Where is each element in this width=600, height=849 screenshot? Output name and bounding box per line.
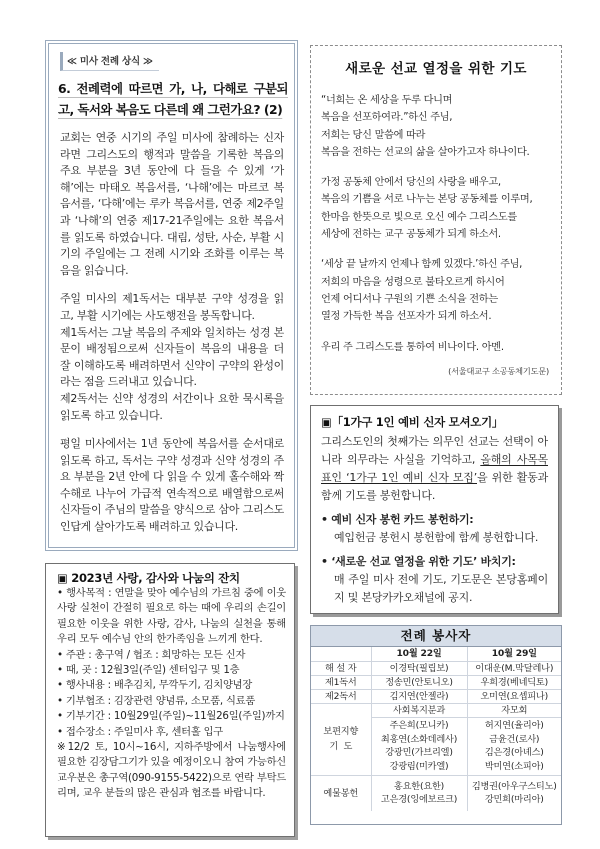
prayer-stanza-3	[321, 256, 561, 325]
answer-text: 제1독서는 그날 복음의 주제와 일치하는 성경 본문이 배정됨으로써 신자들이 복음의 내용을 더 잘 이해하도록 배려하면서 신약이 구약의 완성이라는 점을 드러내고 있습니다.	[60, 325, 284, 389]
prayer-line: 저희는 당신 말씀에 따라	[321, 129, 426, 141]
campaign-title: ▣「1가구 1인 예비 신자 모셔오기」	[321, 415, 504, 429]
server-name: 정송민(안토니오)	[371, 675, 467, 689]
server-name: 강광민(가브리엘)	[385, 747, 453, 758]
server-name: 김은경(아녜스)	[484, 747, 544, 758]
prayer-text	[311, 92, 561, 356]
server-name: 이경탁(필립보)	[371, 661, 467, 675]
server-name: 허지연(율리아)	[484, 720, 544, 731]
role-label: 제1독서	[311, 675, 371, 689]
server-name: 이대운(M.막달레나)	[467, 661, 561, 675]
role-label-line: 보편지향	[323, 726, 359, 737]
server-names	[467, 717, 561, 775]
prayer-line: 저희의 마음을 성령으로 불타오르게 하시어	[321, 276, 505, 288]
server-name: 김지연(안젤라)	[371, 689, 467, 703]
campaign-item-text: 매 주일 미사 전에 기도, 기도문은 본당홈페이지 및 본당카카오채널에 공지.	[334, 573, 548, 604]
prayer-line: 열정 가득한 복음 선포자가 되게 하소서.	[321, 311, 492, 323]
group-name: 자모회	[467, 703, 561, 717]
table-row	[311, 689, 561, 703]
server-name: 김병권(아우구스티노)	[471, 780, 557, 792]
answer-text: 평일 미사에서는 1년 동안에 복음서를 순서대로 읽도록 하고, 독서는 구약 성경과 신약 성경의 주요 부분을 2년 안에 다 읽을 수 있게 홀수해와 짝수해로 나누어 가급적 연속적으로 배열함으로써 신자들이 주님의 말씀을 양식으로 삼아 그리스도인답게 살아가도록 배려하고 있습니다.	[60, 437, 284, 534]
prayer-stanza-4	[321, 339, 561, 356]
server-name: 주은희(모니카)	[389, 720, 449, 731]
server-names	[467, 775, 561, 811]
server-name: 박미연(소피아)	[484, 760, 544, 772]
server-name: 오미연(요셉피나)	[467, 689, 561, 703]
catechumen-campaign-box	[310, 405, 559, 614]
prayer-line: “너희는 온 세상을 두루 다니며	[321, 95, 453, 106]
festival-details	[57, 586, 286, 802]
server-name: 금윤건(로사)	[489, 733, 540, 745]
prayer-line: 복음을 전하는 선교의 삶을 살아가고자 하나이다.	[321, 146, 530, 158]
festival-item-content: • 행사내용 : 배추김치, 무깍두기, 김치양념장	[57, 679, 253, 692]
prayer-line: 복음을 선포하여라.”하신 주님,	[321, 112, 453, 124]
role-label-intercession	[311, 703, 371, 775]
campaign-item-text: 예입헌금 봉헌시 봉헌함에 함께 봉헌합니다.	[334, 531, 539, 544]
server-name: 고은경(잉에보르크)	[380, 794, 458, 806]
table-row	[311, 661, 561, 675]
festival-note: ※12/2 토, 10시~16시, 지하주방에서 나눔행사에 필요한 김장담그기가 있을 예정이오니 참여 가능하신 교우분은 총구역(090-9155-5422)으로 연락 부탁드리며, 교우 분들의 많은 관심과 협조를 바랍니다.	[57, 741, 286, 800]
role-label: 해 설 자	[311, 661, 371, 675]
prayer-line: 우리 주 그리스도를 통하여 비나이다. 아멘.	[321, 341, 504, 353]
sharing-festival-box	[45, 563, 295, 837]
role-label-line: 기 도	[329, 741, 353, 752]
prayer-stanza-1	[321, 92, 561, 161]
prayer-line: 가정 공동체 안에서 당신의 사랑을 배우고,	[321, 177, 501, 189]
liturgical-servers-box	[310, 625, 562, 825]
answer-paragraph-2	[60, 291, 284, 424]
role-label: 예물봉헌	[311, 775, 371, 811]
servers-table	[311, 647, 561, 811]
server-name: 홍요한(요한)	[393, 780, 445, 792]
intro-text-start: 그리스도인의 첫째가는 의무인 선교는 선택이 아니라 의무라는 사실을 기억하고,	[321, 435, 548, 466]
date-header: 10월 22일	[371, 647, 467, 661]
server-name: 우희경(베네딕토)	[467, 675, 561, 689]
faq-answer	[60, 130, 284, 536]
prayer-line: ‘세상 끝 날까지 언제나 함께 있겠다.’하신 주님,	[321, 259, 523, 271]
campaign-item-heading: • 예비 신자 봉헌 카드 봉헌하기:	[321, 513, 474, 526]
prayer-stanza-2	[321, 174, 561, 243]
liturgy-faq-box	[45, 40, 298, 551]
table-row-dates	[311, 647, 561, 661]
empty-header-cell	[311, 647, 371, 661]
festival-item-donation: • 기부협조 : 김장관련 양념류, 소모품, 식료품	[57, 694, 256, 707]
mission-prayer-box	[310, 45, 562, 395]
festival-title: ▣ 2023년 사랑, 감사와 나눔의 잔치	[57, 571, 240, 585]
group-name: 사회복지분과	[371, 703, 467, 717]
server-name: 최홍연(소화데레사)	[380, 733, 458, 745]
festival-item-purpose: • 행사목적 : 연말을 맞아 예수님의 가르침 중에 이웃사랑 실천이 간절히 필요로 하는 때에 우리의 손길이 필요한 이웃을 위한 사랑, 감사, 나눔의 실천을 통해 우리 모두 예수님 안의 한가족임을 느끼게 한다.	[57, 587, 286, 646]
table-row	[311, 675, 561, 689]
campaign-item-card	[321, 511, 548, 547]
festival-item-host: • 주관 : 총구역 / 협조 : 희망하는 모든 신자	[57, 648, 246, 661]
campaign-item-prayer	[321, 553, 548, 607]
prayer-source: (서울대교구 소공동체기도문)	[448, 366, 549, 376]
campaign-item-heading: • ‘새로운 선교 열정을 위한 기도’ 바치기:	[321, 555, 516, 568]
section-label: ≪ 미사 전례 상식 ≫	[60, 52, 159, 71]
server-name: 강광림(미카엘)	[389, 760, 449, 772]
role-label: 제2독서	[311, 689, 371, 703]
answer-text: 주일 미사의 제1독서는 대부분 구약 성경을 읽고, 부활 시기에는 사도행전을 봉독합니다.	[60, 292, 284, 322]
pastoral-goal-underlined: 올해의 사목목표인 ‘1가구 1인 예비 신자 모집’	[321, 453, 548, 484]
prayer-line: 언제 어디서나 구원의 기쁜 소식을 전하는	[321, 293, 498, 305]
intro-text-end: 을 위한 활동과 함께 기도를 봉헌합니다.	[321, 471, 549, 502]
festival-item-reception: • 접수장소 : 주일미사 후, 센터홀 입구	[57, 725, 223, 738]
server-name: 강민희(마리아)	[484, 794, 544, 806]
campaign-intro	[321, 433, 548, 505]
prayer-line: 세상에 전하는 교구 공동체가 되게 하소서.	[321, 229, 501, 241]
answer-paragraph-1	[60, 130, 284, 279]
prayer-title: 새로운 선교 열정을 위한 기도	[345, 61, 527, 77]
prayer-line: 한마음 한뜻으로 빛으로 오신 예수 그리스도를	[321, 211, 517, 223]
table-row-groups	[311, 703, 561, 717]
answer-text: 제2독서는 신약 성경의 서간이나 요한 묵시록을 읽도록 하고 있습니다.	[60, 391, 284, 422]
server-names	[371, 717, 467, 775]
table-row-offertory	[311, 775, 561, 811]
festival-item-time-place: • 때, 곳 : 12월3일(주일) 센터입구 및 1층	[57, 664, 240, 677]
faq-question-title: 6. 전례력에 따르면 가, 나, 다해로 구분되고, 독서와 복음도 다른데 왜 그런가요? (2)	[58, 81, 288, 117]
servers-title: 전례 봉사자	[311, 626, 561, 647]
date-header: 10월 29일	[467, 647, 561, 661]
answer-text: 교회는 연중 시기의 주일 미사에 참례하는 신자라면 그리스도의 행적과 말씀을 기록한 복음의 주요 부분을 3년 동안에 다 들을 수 있게 ‘가해’에는 마태오 복음서를, ‘나해’에는 마르코 복음서를, ‘다해’에는 루카 복음서를, 연중 제2주일과 ‘나해’의 연중 제17-21주일에는 요한 복음서를 읽도록 하였습니다. 대림, 성탄, 사순, 부활 시기의 주일에는 그 전례 시기와 조화를 이루는 복음을 읽습니다.	[60, 131, 284, 277]
festival-item-period: • 기부기간 : 10월29일(주일)~11월26일(주일)까지	[57, 710, 285, 723]
answer-paragraph-3	[60, 436, 284, 536]
server-names	[371, 775, 467, 811]
prayer-line: 복음의 기쁨을 서로 나누는 본당 공동체를 이루며,	[321, 194, 533, 206]
